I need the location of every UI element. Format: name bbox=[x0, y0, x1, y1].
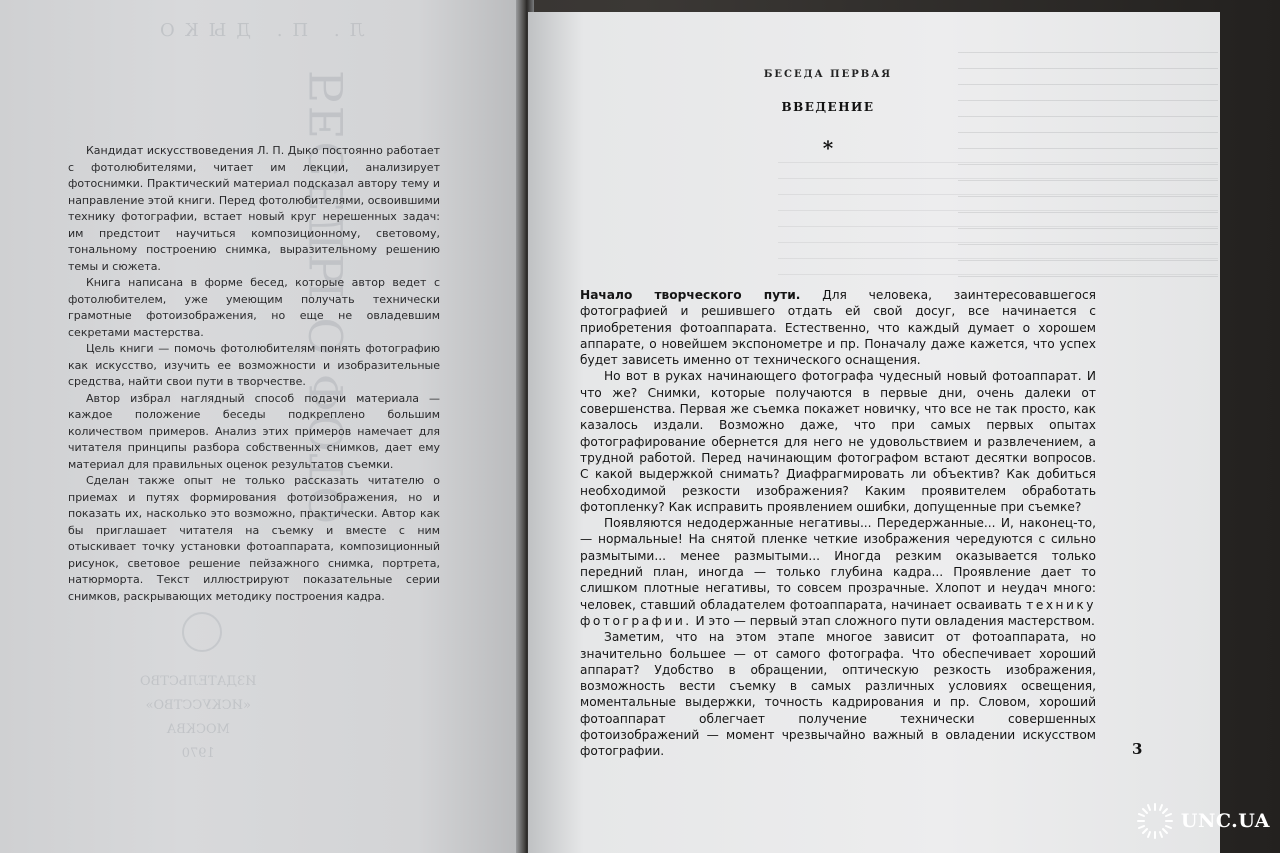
chapter-label: БЕСЕДА ПЕРВАЯ bbox=[763, 69, 893, 80]
paragraph-text: Появляются недодержанные негативы... Передержанные... И, наконец-то, — нормальные! На снятой пленке четкие изображения чередуются с сильно размытыми... менее размытыми... Иногда резким оказывается только передний план, иногда — только глубина кадра... Проявление дает то слишком плотные негативы, то совсем прозрачные. Хлопот и неудач много: человек, ставший обладателем фотоаппарата, начинает осваивать bbox=[580, 516, 1096, 612]
annotation-paragraph: Сделан также опыт не только рассказать читателю о приемах и путях формирования фотоизображения, но и показать их, насколько это возможно, практически. Автор как бы приглашает читателя на съемку и вместе с ним отыскивает точку установки фотоаппарата, композиционный рисунок, световое решение пейзажного снимка, портрета, натюрморта. Текст иллюстрируют показательные серии снимков, раскрывающих методику построения кадра. bbox=[68, 474, 440, 603]
runin-heading: Начало творческого пути. bbox=[580, 288, 801, 302]
annotation-paragraph: Автор избрал наглядный способ подачи материала — каждое положение беседы подкреплено большим количеством примеров. Анализ этих примеров намечает для читателя принципы разбора собственных снимков, дает ему материал для правильных оценок результатов съемки. bbox=[68, 391, 440, 471]
publisher-logo-icon bbox=[182, 612, 222, 652]
body-paragraph: Но вот в руках начинающего фотографа чудесный новый фотоаппарат. И что же? Снимки, которые получаются в первые дни, очень далеки от совершенства. Первая же съемка покажет новичку, что все не так просто, как казалось издали. Возможно даже, что при самых первых опытах фотографирование обернется для него не удовольствием и развлечением, а трудной работой. Перед начинающим фотографом встают десятки вопросов. С какой выдержкой снимать? Диафрагмировать ли объектив? Как добиться необходимой резкости изображения? Каким проявителем обработать фотопленку? Как исправить проявлением ошибки, допущенные при съемке? bbox=[580, 369, 1096, 514]
annotation-text bbox=[68, 143, 440, 605]
right-page bbox=[528, 12, 1220, 853]
paragraph-text: И это — первый этап сложного пути овладения мастерством. bbox=[691, 613, 1095, 628]
left-page bbox=[0, 0, 522, 853]
body-paragraph bbox=[580, 287, 1096, 368]
body-text bbox=[580, 287, 1096, 760]
sun-icon bbox=[1135, 801, 1175, 841]
page-number: 3 bbox=[1132, 740, 1143, 758]
annotation-paragraph: Цель книги — помочь фотолюбителям понять фотографию как искусство, изучить ее возможности и изобразительные средства, найти свои пути в творчестве. bbox=[68, 342, 440, 388]
emphasized-phrase: технику фотографии. bbox=[580, 597, 1096, 628]
chapter-title: ВВЕДЕНИЕ bbox=[781, 100, 875, 114]
ghost-author-showthrough: Л. П. ДЫКО bbox=[150, 20, 365, 41]
ghost-title-showthrough: БЕСЕДЫ О ФОТО bbox=[300, 70, 354, 527]
annotation-paragraph: Книга написана в форме бесед, которые автор ведет с фотолюбителем, уже умеющим получать технически грамотные фотоизображения, но еще не овладевшим секретами мастерства. bbox=[68, 276, 440, 339]
showthrough-texture bbox=[778, 162, 1218, 282]
annotation-paragraph: Кандидат искусствоведения Л. П. Дыко постоянно работает с фотолюбителями, читает им лекции, анализирует фотоснимки. Практический материал подсказал автору тему и направление этой книги. Перед фотолюбителями, освоившими технику фотографии, встает новый круг нерешенных задач: им предстоит научиться композиционному, световому, тональному построению снимка, выразительному решению темы и сюжета. bbox=[68, 144, 440, 273]
body-paragraph bbox=[580, 515, 1096, 629]
paragraph-text: Для человека, заинтересовавшегося фотографией и решившего отдать ей свой досуг, все начинается с приобретения фотоаппарата. Естественно, что каждый думает о хорошем аппарате, о новейшем экспонометре и пр. Поначалу даже кажется, что успех будет зависеть именно от технического оснащения. bbox=[580, 288, 1096, 368]
chapter-asterisk: * bbox=[822, 136, 834, 160]
body-paragraph: Заметим, что на этом этапе многое зависит от фотоаппарата, но значительно большее — от самого фотографа. Что обеспечивает хороший аппарат? Удобство в обращении, оптическую резкость изображения, возможность вести съемку в самых различных условиях освещения, моментальные выдержки, точность кадрирования и пр. Словом, хороший фотоаппарат облегчает получение технически совершенных фотоизображений — момент чрезвычайно важный в овладении искусством фотографии. bbox=[580, 630, 1096, 759]
watermark bbox=[1135, 801, 1270, 841]
watermark-text: UNC.UA bbox=[1180, 810, 1270, 832]
ghost-publisher-showthrough: ИЗДАТЕЛЬСТВО «ИСКУССТВО» МОСКВА 1970 bbox=[140, 674, 257, 761]
